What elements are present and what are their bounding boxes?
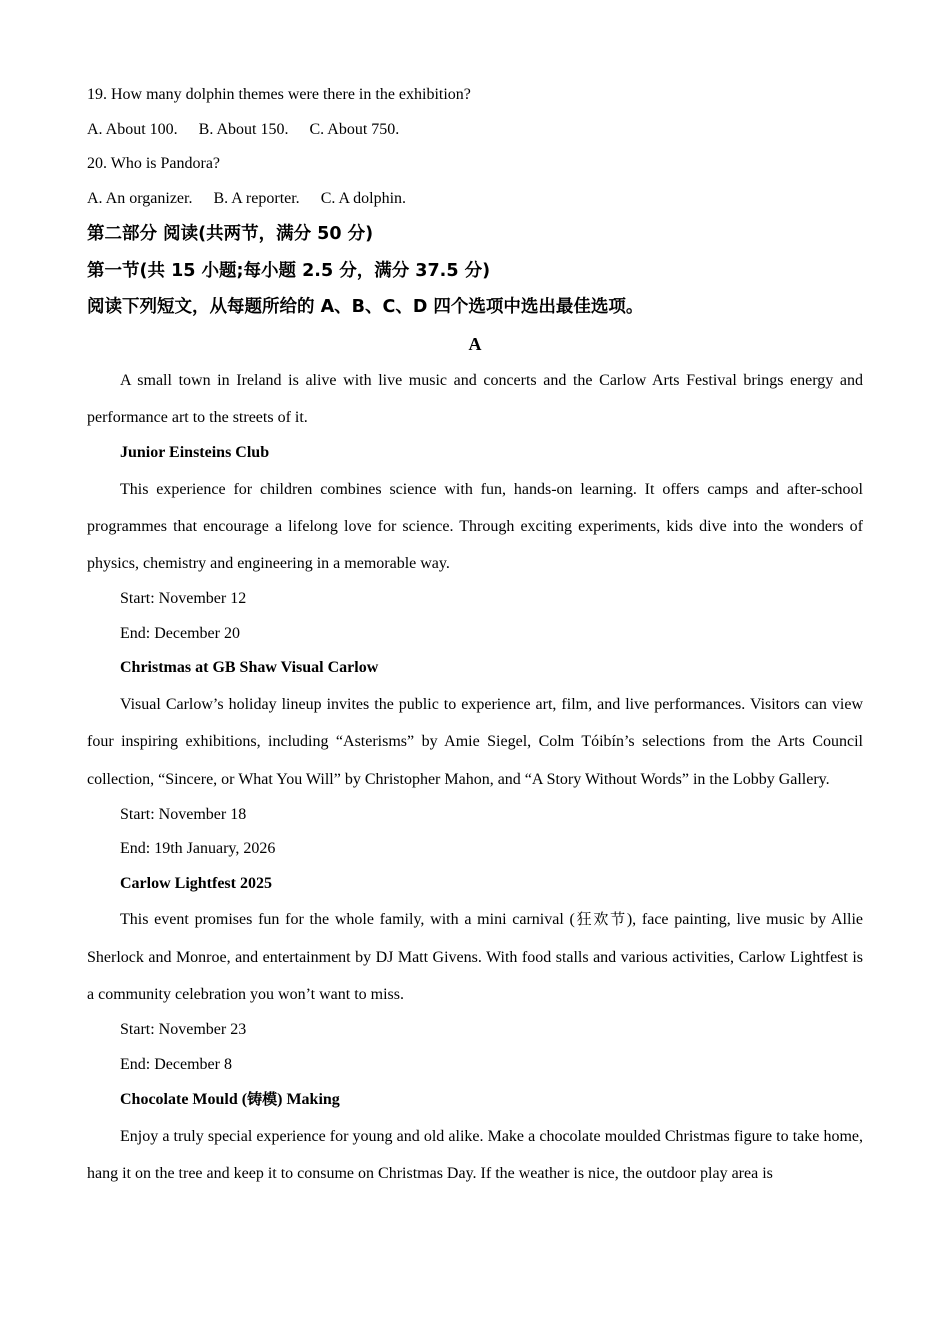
option-b: B. About 150. <box>198 120 289 138</box>
event-description: Enjoy a truly special experience for young and old alike. Make a chocolate moulded Christmas figure to take home, hang it on the tree and keep it to consume on Christmas Day. If the weather is nice, the outdoor play area is <box>87 1127 863 1183</box>
option-a: A. About 100. <box>87 120 178 138</box>
reading-instruction: 阅读下列短文，从每题所给的 A、B、C、D 四个选项中选出最佳选项。 <box>87 297 644 317</box>
passage-label: A <box>468 333 482 354</box>
chinese-gloss: 铸模 <box>247 1090 278 1109</box>
description-text: This event promises fun for the whole family, with a mini carnival ( <box>120 911 575 929</box>
description-text: ), face painting, live music by Allie Sherlock and Monroe, and entertainment by DJ Matt Givens. With food stalls and various activities, Carlow Lightfest is a community celebration you won’t want to miss. <box>87 911 863 1003</box>
option-c: C. A dolphin. <box>320 189 407 207</box>
event-title: Junior Einsteins Club <box>120 444 270 462</box>
event-end: End: December 8 <box>120 1055 232 1073</box>
subsection-title: 第一节(共 15 小题;每小题 2.5 分，满分 37.5 分) <box>87 260 491 281</box>
option-b: B. A reporter. <box>213 189 300 207</box>
event-start: Start: November 23 <box>120 1021 247 1039</box>
event-description <box>87 901 863 1013</box>
event-start: Start: November 12 <box>120 590 247 608</box>
question-19: 19. How many dolphin themes were there in the exhibition? <box>87 86 471 103</box>
question-20-options <box>87 182 863 217</box>
passage-intro: A small town in Ireland is alive with live music and concerts and the Carlow Arts Festival brings energy and performance art to the streets of it. <box>87 371 863 426</box>
event-title: Carlow Lightfest 2025 <box>120 874 272 892</box>
question-19-options <box>87 113 863 148</box>
event-title <box>87 1082 863 1118</box>
event-start: Start: November 18 <box>120 805 247 823</box>
option-c: C. About 750. <box>309 120 400 138</box>
option-a: A. An organizer. <box>87 189 193 207</box>
event-description: This experience for children combines science with fun, hands-on learning. It offers camps and after-school programmes that encourage a lifelong love for science. Through exciting experiments, kids dive into the wonders of physics, chemistry and engineering in a memorable way. <box>87 480 863 573</box>
title-text: Chocolate Mould ( <box>120 1091 248 1109</box>
event-description: Visual Carlow’s holiday lineup invites the public to experience art, film, and live performances. Visitors can view four inspiring exhibitions, including “Asterisms” by Amie Siegel, Colm Tóibín’s selections from the Arts Council collection, “Sincere, or What You Will” by Christopher Mahon, and “A Story Without Words” in the Lobby Gallery. <box>87 695 863 788</box>
event-end: End: 19th January, 2026 <box>120 840 276 858</box>
event-end: End: December 20 <box>120 624 240 642</box>
title-text: ) Making <box>277 1091 340 1109</box>
page-content <box>87 78 863 1192</box>
chinese-gloss: 狂欢节 <box>574 910 627 929</box>
part-title: 第二部分 阅读(共两节，满分 50 分) <box>87 224 374 244</box>
question-20: 20. Who is Pandora? <box>87 155 221 172</box>
event-title: Christmas at GB Shaw Visual Carlow <box>120 659 379 677</box>
